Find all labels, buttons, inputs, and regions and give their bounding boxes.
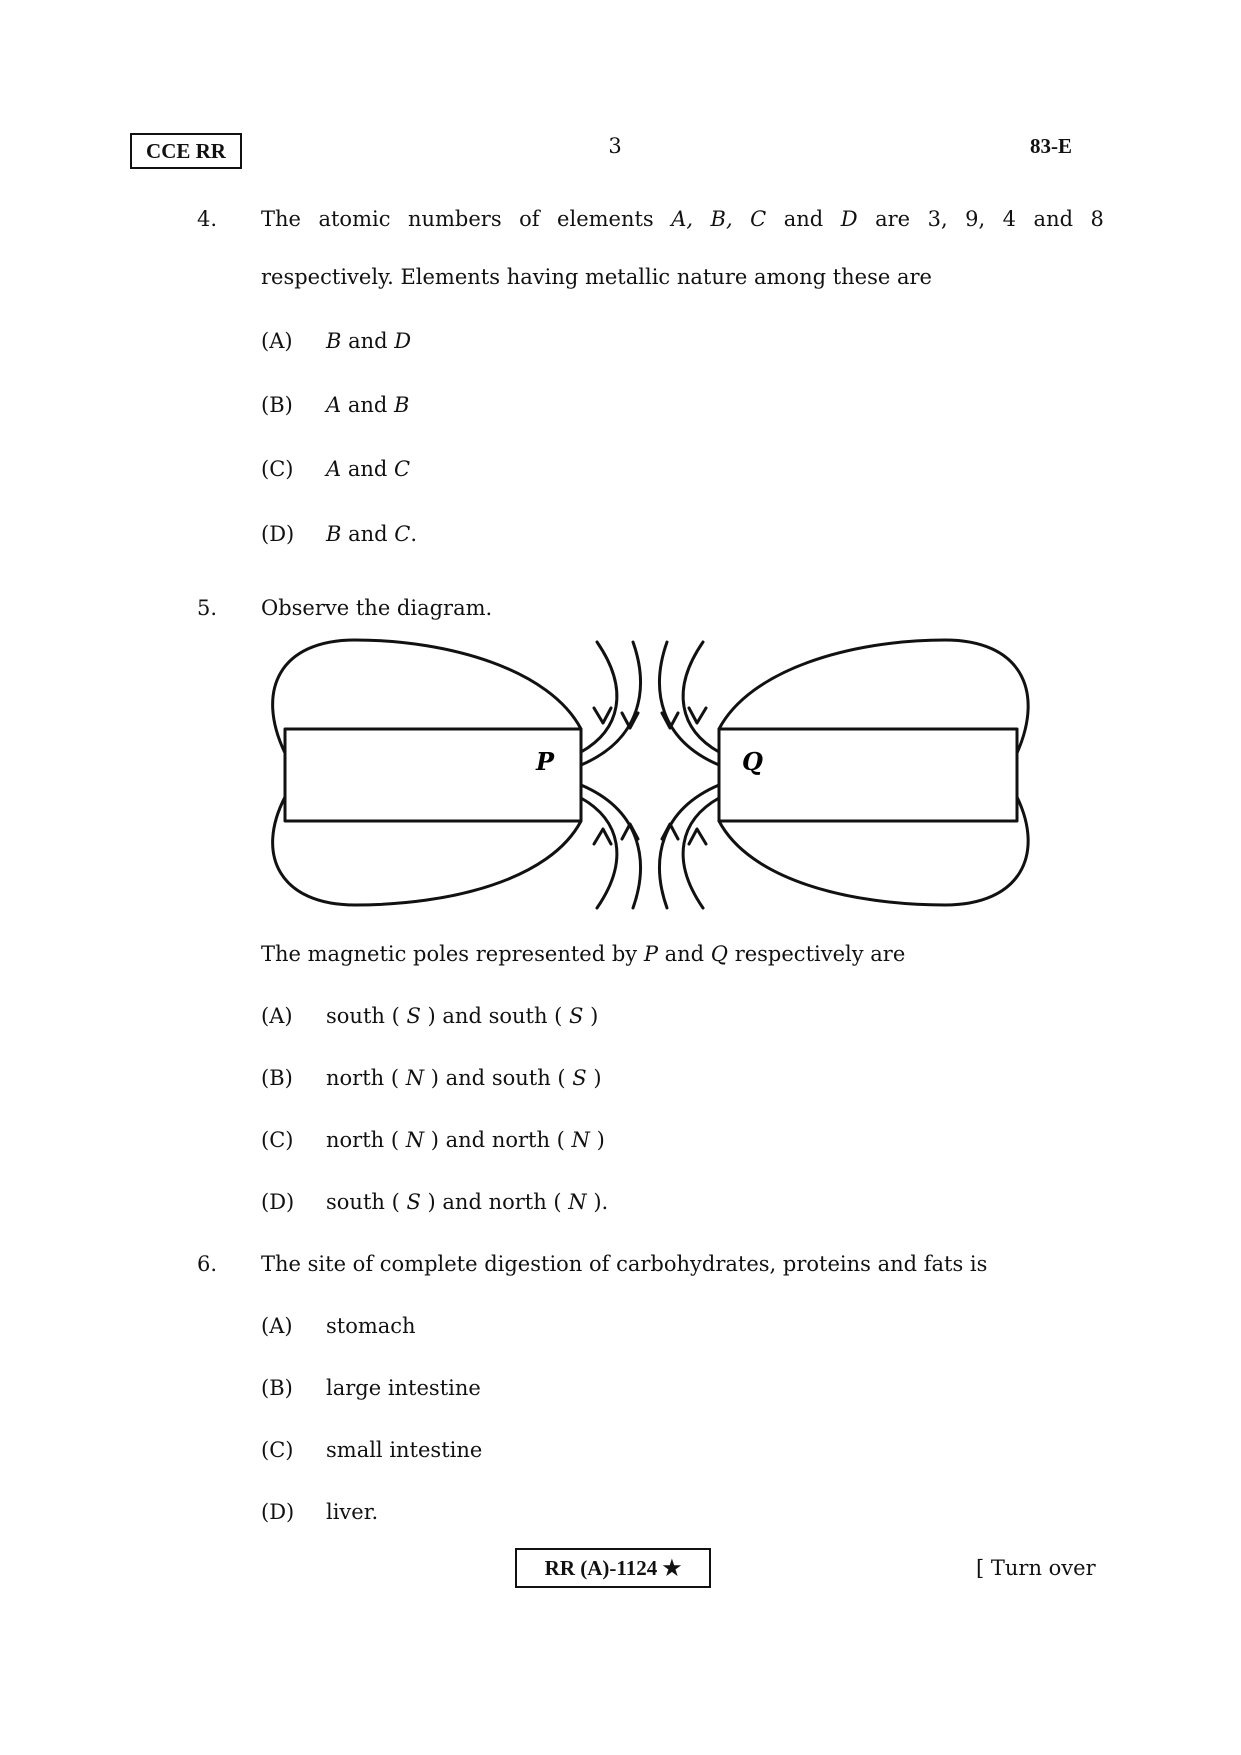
arrow-p-top-1 <box>594 708 611 723</box>
paper-code: 83-E <box>1030 134 1072 158</box>
bar-magnet-field-diagram <box>260 636 1040 916</box>
q4-option-d-label: (D) <box>261 522 295 546</box>
q5-lead: Observe the diagram. <box>261 596 493 620</box>
q6-option-b: large intestine <box>326 1376 481 1400</box>
q6-number: 6. <box>197 1252 218 1276</box>
arrow-q-top-2 <box>662 713 678 728</box>
field-line-right-top-loop <box>719 640 1028 753</box>
q6-option-a: stomach <box>326 1314 416 1338</box>
header-box-label: CCE RR <box>130 133 242 169</box>
q6-option-b-label: (B) <box>261 1376 293 1400</box>
q6-option-c-label: (C) <box>261 1438 294 1462</box>
q6-option-d-label: (D) <box>261 1500 295 1524</box>
q6-option-a-label: (A) <box>261 1314 293 1338</box>
q5-question: The magnetic poles represented by P and Q respectively are <box>261 942 906 966</box>
arrow-p-top-2 <box>622 713 638 728</box>
footer-code: RR (A)-1124 ★ <box>515 1548 711 1588</box>
q4-option-b: A and B <box>326 393 410 417</box>
q4-option-b-label: (B) <box>261 393 293 417</box>
field-line-p-inner-top <box>581 642 617 752</box>
q4-option-a-label: (A) <box>261 329 293 353</box>
q4-stem-line2: respectively. Elements having metallic nature among these are <box>261 265 932 289</box>
field-line-q-inner-bottom <box>683 798 719 908</box>
arrow-q-bottom-2 <box>662 824 678 839</box>
field-line-left-bottom-loop <box>273 797 581 905</box>
q4-number: 4. <box>197 207 218 231</box>
q5-option-d-label: (D) <box>261 1190 295 1214</box>
pole-label-q: Q <box>742 747 763 776</box>
page-number: 3 <box>608 134 622 158</box>
q4-stem-line1: The atomic numbers of elements A, B, C and D are 3, 9, 4 and 8 <box>261 207 1104 231</box>
q6-option-c: small intestine <box>326 1438 483 1462</box>
field-line-p-inner-bottom <box>581 798 617 908</box>
q6-option-d: liver. <box>326 1500 379 1524</box>
q5-option-b: north ( N ) and south ( S ) <box>326 1066 602 1090</box>
arrow-p-bottom-1 <box>594 829 611 844</box>
arrow-p-bottom-2 <box>622 824 638 839</box>
magnet-q <box>719 729 1017 821</box>
q5-number: 5. <box>197 596 218 620</box>
q5-option-c-label: (C) <box>261 1128 294 1152</box>
field-line-q-inner-top <box>683 642 719 752</box>
q5-option-c: north ( N ) and north ( N ) <box>326 1128 605 1152</box>
field-line-left-top-loop <box>273 640 581 753</box>
q5-option-b-label: (B) <box>261 1066 293 1090</box>
pole-label-p: P <box>536 747 555 776</box>
q4-option-c: A and C <box>326 457 411 481</box>
q5-option-a-label: (A) <box>261 1004 293 1028</box>
q5-option-a: south ( S ) and south ( S ) <box>326 1004 599 1028</box>
q6-lead: The site of complete digestion of carbohydrates, proteins and fats is <box>261 1252 988 1276</box>
q4-option-a: B and D <box>326 329 412 353</box>
turn-over-note: [ Turn over <box>976 1556 1096 1580</box>
arrow-q-bottom-1 <box>689 829 706 844</box>
q4-option-d: B and C. <box>326 522 418 546</box>
q4-option-c-label: (C) <box>261 457 294 481</box>
q5-option-d: south ( S ) and north ( N ). <box>326 1190 609 1214</box>
arrow-q-top-1 <box>689 708 706 723</box>
field-line-right-bottom-loop <box>719 797 1028 905</box>
